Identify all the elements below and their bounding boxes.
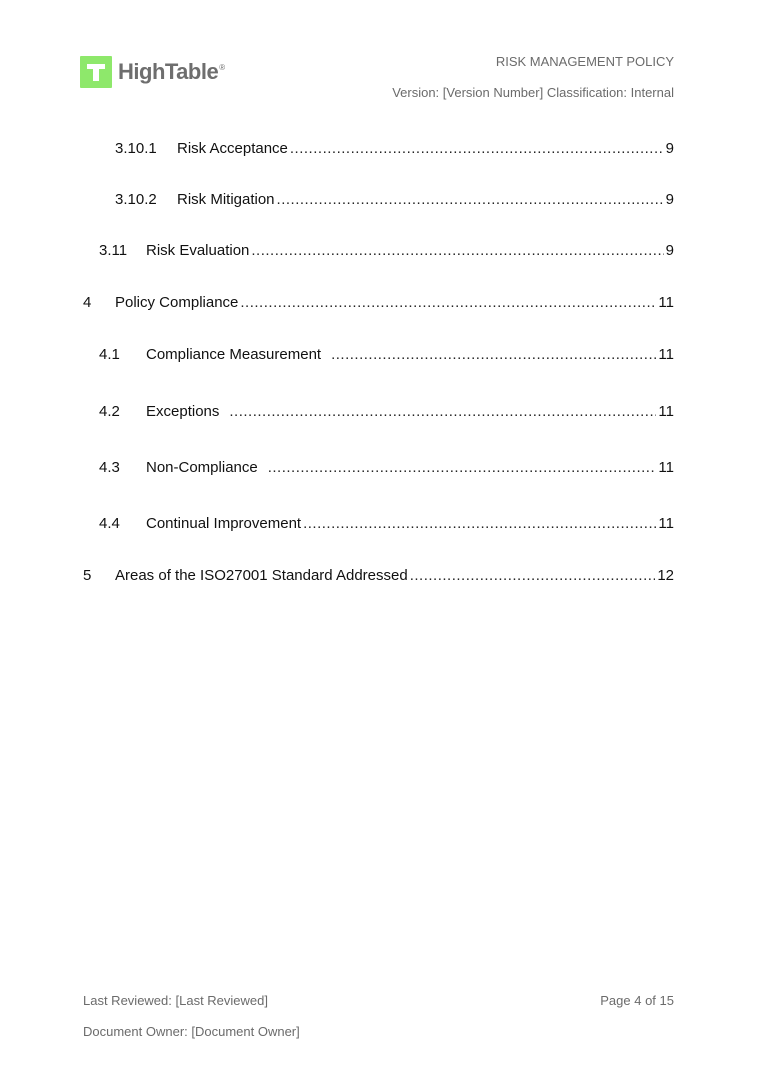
- toc-entry-number: 4.2: [99, 403, 120, 420]
- toc-leader-dots: [251, 242, 663, 259]
- toc-entry-title: Non-Compliance: [146, 459, 258, 476]
- toc-entry-number: 4.4: [99, 515, 120, 532]
- toc-entry-number: 3.10.2: [115, 191, 157, 208]
- toc-entry-page: 12: [657, 567, 674, 584]
- toc-entry-title: Exceptions: [146, 403, 220, 420]
- toc-leader-dots: [229, 403, 656, 420]
- toc-entry-number: 4.1: [99, 346, 120, 363]
- footer-document-owner: Document Owner: [Document Owner]: [83, 1024, 300, 1039]
- toc-entry-number: 4: [83, 294, 92, 311]
- hightable-logo: [80, 55, 225, 89]
- toc-entry[interactable]: [83, 294, 674, 314]
- toc-entry-title: Policy Compliance: [115, 294, 239, 311]
- toc-leader-dots: [277, 191, 664, 208]
- toc-entry-page: 11: [658, 294, 674, 311]
- toc-entry[interactable]: [99, 459, 674, 479]
- toc-entry-number: 3.11: [99, 242, 128, 259]
- toc-entry-page: 11: [658, 403, 674, 420]
- toc-entry-page: 9: [665, 191, 674, 208]
- toc-entry-page: 9: [665, 140, 674, 157]
- toc-entry[interactable]: [115, 191, 674, 211]
- logo-mark-icon: [80, 56, 112, 88]
- toc-entry-page: 11: [658, 346, 674, 363]
- toc-leader-dots: [303, 515, 656, 532]
- toc-leader-dots: [268, 459, 657, 476]
- toc-leader-dots: [290, 140, 664, 157]
- toc-entry-title: Risk Mitigation: [177, 191, 275, 208]
- toc-entry-title: Continual Improvement: [146, 515, 302, 532]
- toc-entry-title: Areas of the ISO27001 Standard Addressed: [115, 567, 408, 584]
- toc-entry[interactable]: [99, 242, 674, 262]
- toc-entry-page: 11: [658, 459, 674, 476]
- footer-last-reviewed: Last Reviewed: [Last Reviewed]: [83, 993, 268, 1008]
- toc-entry-number: 4.3: [99, 459, 120, 476]
- footer-page-number: Page 4 of 15: [600, 993, 674, 1008]
- toc-leader-dots: [410, 567, 656, 584]
- toc-leader-dots: [240, 294, 656, 311]
- toc-entry[interactable]: [83, 567, 674, 587]
- toc-entry[interactable]: [99, 346, 674, 366]
- toc-entry-page: 11: [658, 515, 674, 532]
- toc-entry-number: 3.10.1: [115, 140, 157, 157]
- logo-text: HighTable®: [118, 59, 225, 84]
- toc-entry[interactable]: [99, 515, 674, 535]
- trademark-symbol: ®: [219, 63, 225, 72]
- toc-entry-number: 5: [83, 567, 92, 584]
- document-title: RISK MANAGEMENT POLICY: [495, 54, 674, 69]
- toc-entry-title: Risk Acceptance: [177, 140, 288, 157]
- version-line: Version: [Version Number] Classification: Internal: [392, 85, 674, 100]
- toc-leader-dots: [331, 346, 656, 363]
- toc-entry-title: Compliance Measurement: [146, 346, 322, 363]
- toc-entry[interactable]: [115, 140, 674, 160]
- toc-entry-title: Risk Evaluation: [146, 242, 250, 259]
- toc-entry[interactable]: [99, 403, 674, 423]
- toc-entry-page: 9: [665, 242, 674, 259]
